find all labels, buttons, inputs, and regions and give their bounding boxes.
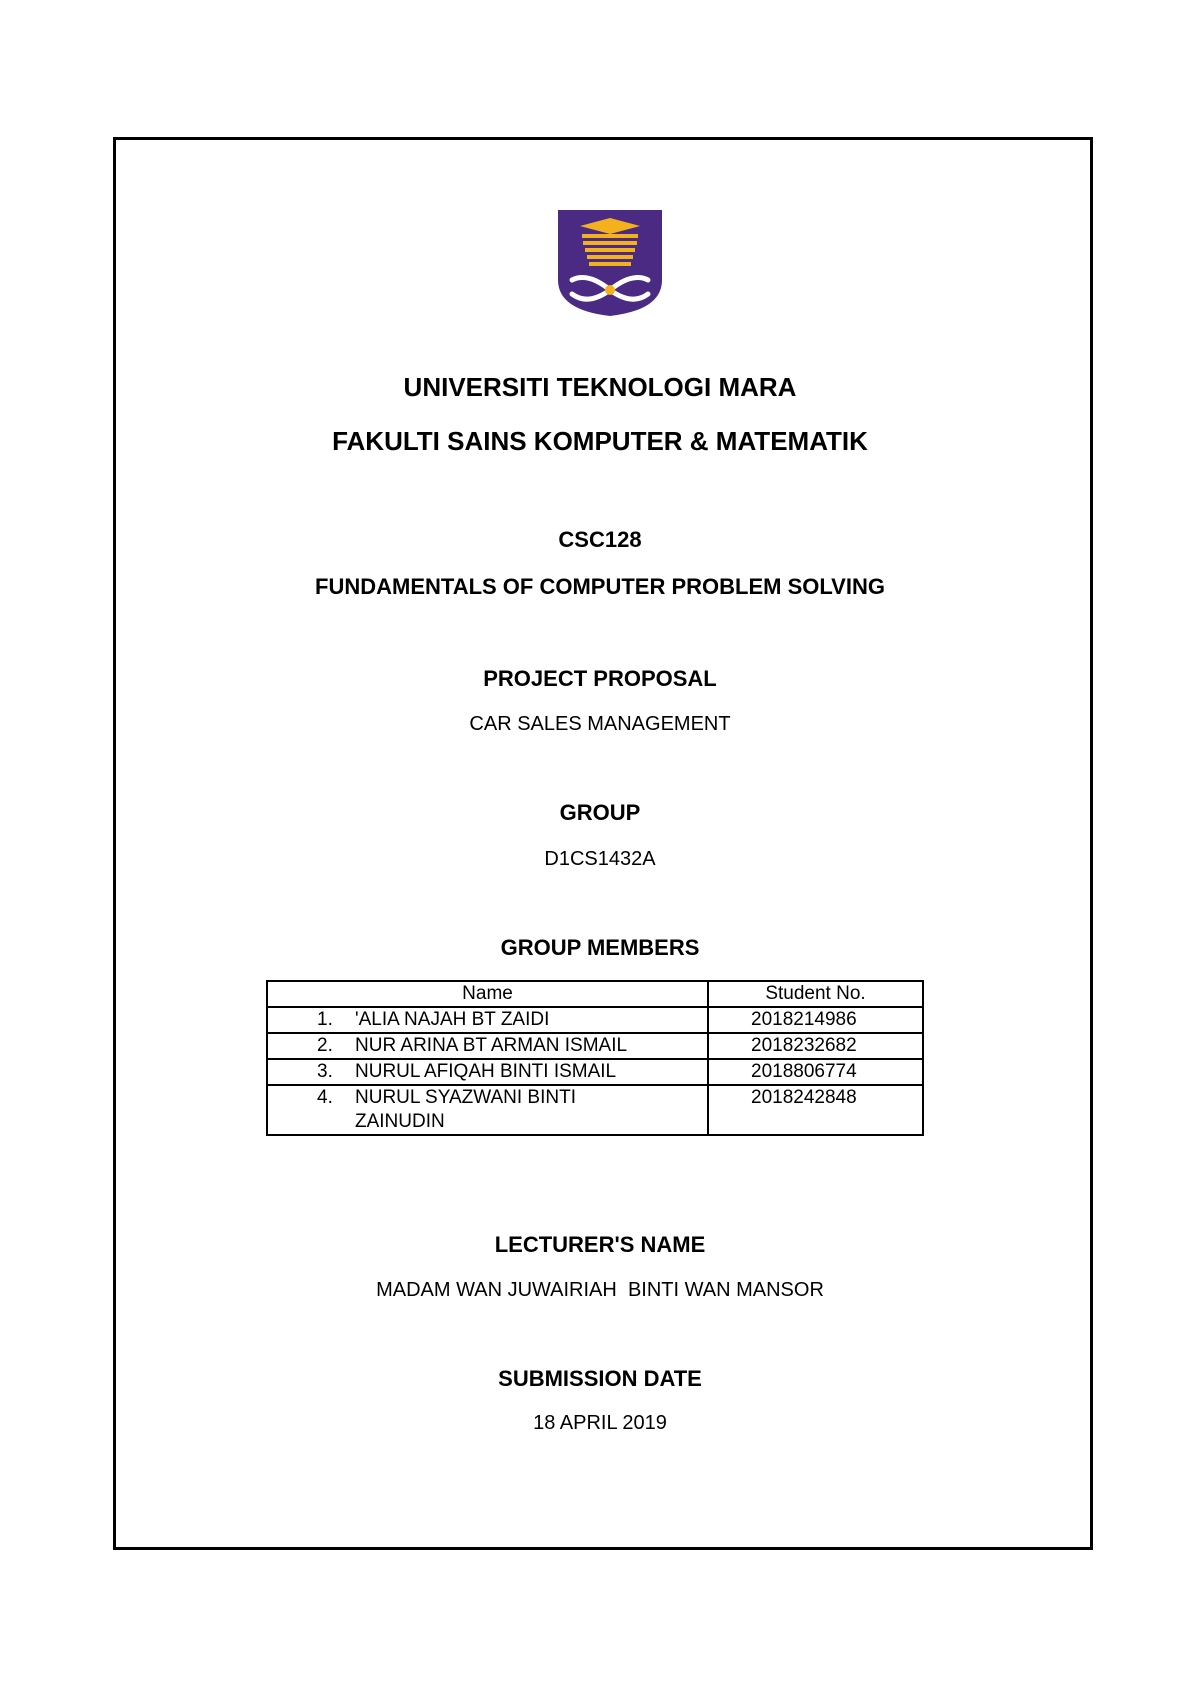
member-student-no: 2018214986 (708, 1007, 923, 1033)
course-title: FUNDAMENTALS OF COMPUTER PROBLEM SOLVING (315, 574, 885, 599)
member-number: 4. (317, 1087, 333, 1108)
column-header-name: Name (267, 981, 708, 1007)
group-heading: GROUP (559, 800, 641, 825)
member-number: 1. (317, 1009, 333, 1030)
member-name-cell (267, 1085, 708, 1135)
member-name: 'ALIA NAJAH BT ZAIDI (355, 1009, 550, 1030)
members-heading: GROUP MEMBERS (500, 935, 700, 960)
proposal-title: CAR SALES MANAGEMENT (469, 713, 731, 735)
submission-date: 18 APRIL 2019 (533, 1412, 667, 1434)
faculty-name: FAKULTI SAINS KOMPUTER & MATEMATIK (332, 426, 868, 456)
university-crest-icon (558, 210, 662, 316)
member-name-cell (267, 1059, 708, 1085)
member-student-no: 2018806774 (708, 1059, 923, 1085)
member-name-cell (267, 1007, 708, 1033)
lecturer-name: MADAM WAN JUWAIRIAH BINTI WAN MANSOR (376, 1279, 824, 1301)
member-name: NURUL AFIQAH BINTI ISMAIL (355, 1061, 617, 1082)
member-number: 2. (317, 1035, 333, 1056)
table-row (267, 1085, 923, 1135)
member-student-no: 2018232682 (708, 1033, 923, 1059)
table-row (267, 1059, 923, 1085)
member-name: NUR ARINA BT ARMAN ISMAIL (355, 1035, 628, 1056)
member-student-no: 2018242848 (708, 1085, 923, 1135)
lecturer-heading: LECTURER'S NAME (494, 1232, 706, 1257)
member-name-cell (267, 1033, 708, 1059)
group-code: D1CS1432A (544, 848, 656, 870)
table-header-row (267, 981, 923, 1007)
column-header-student-no: Student No. (708, 981, 923, 1007)
member-number: 3. (317, 1061, 333, 1082)
course-code: CSC128 (558, 527, 642, 552)
table-row (267, 1033, 923, 1059)
member-name: NURUL SYAZWANI BINTI ZAINUDIN (355, 1087, 576, 1132)
proposal-heading: PROJECT PROPOSAL (483, 666, 717, 691)
university-name: UNIVERSITI TEKNOLOGI MARA (403, 372, 797, 402)
submission-heading: SUBMISSION DATE (498, 1366, 702, 1391)
page-border (113, 137, 1093, 1550)
table-row (267, 1007, 923, 1033)
members-table (266, 980, 924, 1136)
